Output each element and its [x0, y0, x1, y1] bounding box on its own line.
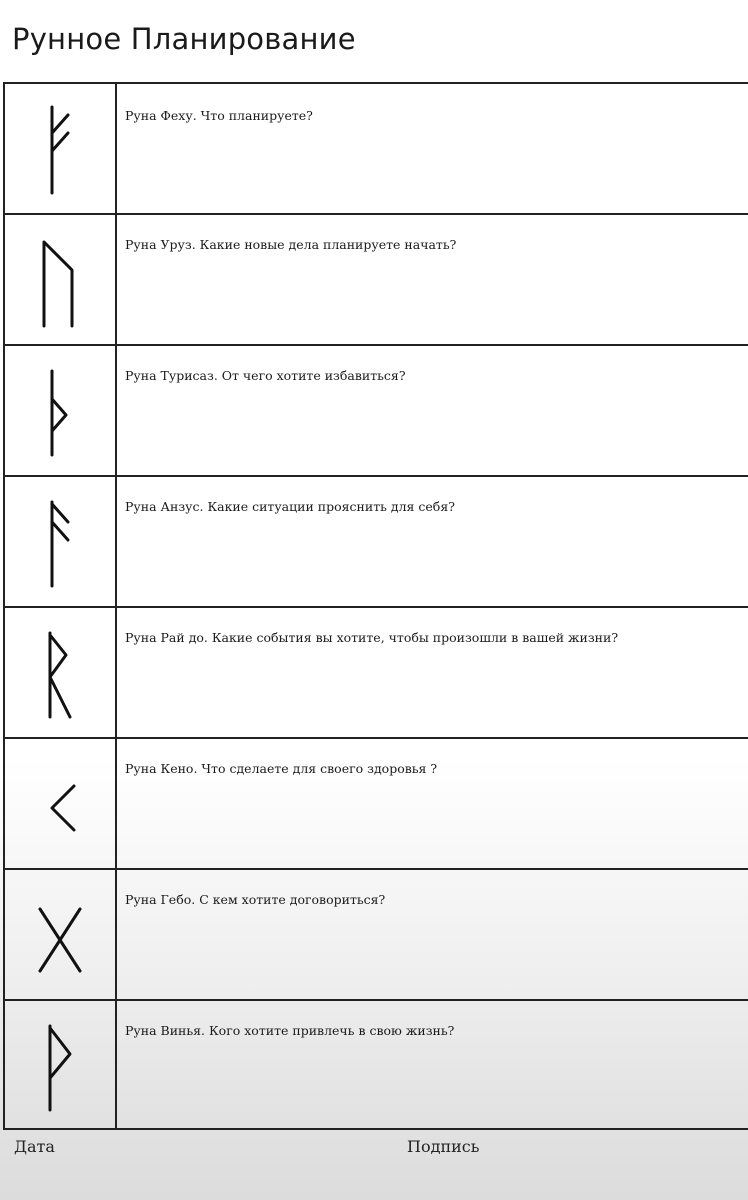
- question-text: Руна Гебо. С кем хотите договориться?: [125, 892, 386, 907]
- gebo-rune-icon: [30, 885, 90, 985]
- date-label: Дата: [14, 1137, 55, 1156]
- raido-rune-icon: [30, 623, 90, 723]
- uruz-rune-icon: [30, 230, 90, 330]
- kenaz-rune-icon: [30, 754, 90, 854]
- question-text: Руна Кено. Что сделаете для своего здоровья ?: [125, 761, 438, 776]
- rune-cell: [5, 739, 117, 868]
- question-text: Руна Анзус. Какие ситуации прояснить для себя?: [125, 499, 455, 514]
- question-text: Руна Рай до. Какие события вы хотите, чтобы произошли в вашей жизни?: [125, 630, 619, 645]
- signature-label: Подпись: [407, 1137, 480, 1156]
- question-text: Руна Винья. Кого хотите привлечь в свою жизнь?: [125, 1023, 455, 1038]
- rune-cell: [5, 477, 117, 606]
- rune-cell: [5, 215, 117, 344]
- table-row: [5, 477, 748, 608]
- answer-cell[interactable]: [117, 215, 748, 344]
- rune-cell: [5, 1001, 117, 1130]
- rune-cell: [5, 870, 117, 999]
- wunjo-rune-icon: [30, 1016, 90, 1116]
- question-text: Руна Феху. Что планируете?: [125, 108, 313, 123]
- answer-cell[interactable]: [117, 870, 748, 999]
- question-text: Руна Турисаз. От чего хотите избавиться?: [125, 368, 406, 383]
- answer-cell[interactable]: [117, 346, 748, 475]
- table-row: [5, 346, 748, 477]
- answer-cell[interactable]: [117, 1001, 748, 1130]
- answer-cell[interactable]: [117, 608, 748, 737]
- answer-cell[interactable]: [117, 739, 748, 868]
- question-text: Руна Уруз. Какие новые дела планируете начать?: [125, 237, 457, 252]
- rune-cell: [5, 608, 117, 737]
- rune-cell: [5, 84, 117, 213]
- rune-cell: [5, 346, 117, 475]
- fehu-rune-icon: [30, 99, 90, 199]
- table-row: [5, 1001, 748, 1130]
- planning-table: [3, 82, 748, 1130]
- page-title: Рунное Планирование: [12, 22, 356, 56]
- thurisaz-rune-icon: [30, 361, 90, 461]
- answer-cell[interactable]: [117, 84, 748, 213]
- table-row: [5, 215, 748, 346]
- table-row: [5, 84, 748, 215]
- answer-cell[interactable]: [117, 477, 748, 606]
- ansuz-rune-icon: [30, 492, 90, 592]
- table-row: [5, 608, 748, 739]
- table-row: [5, 739, 748, 870]
- table-row: [5, 870, 748, 1001]
